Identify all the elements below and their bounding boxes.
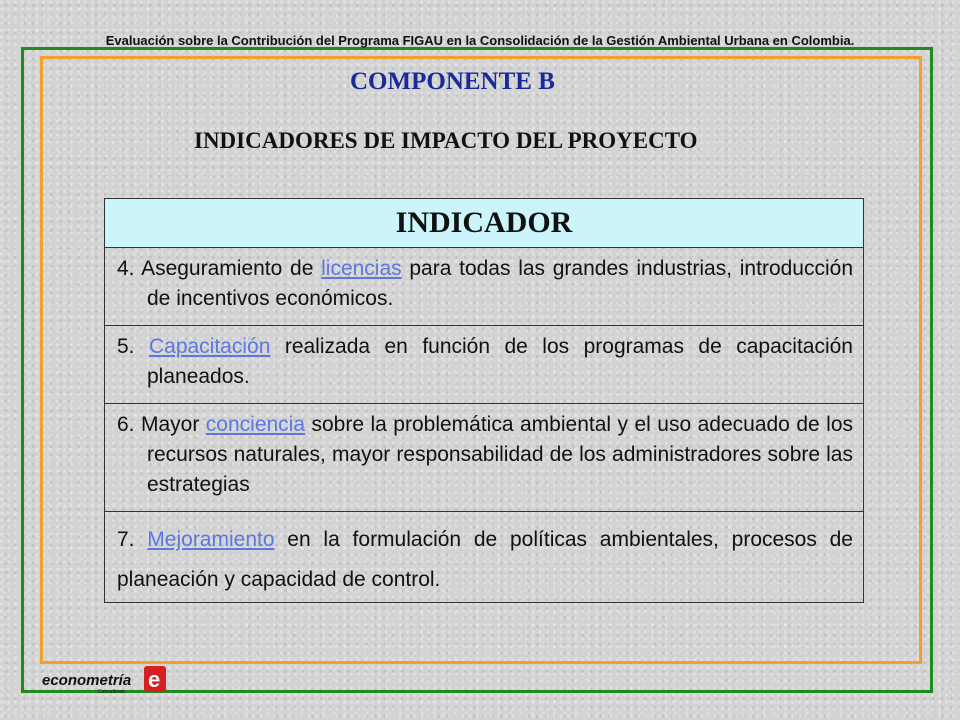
logo-subtext: Consultores [98,689,125,695]
logo-mark: e [148,667,161,692]
logo-wordmark: econometría [42,672,132,689]
row-text-pre: 7. [117,528,148,551]
econometria-logo [40,665,170,695]
row-text-post: sobre la problemática ambiental y el uso adecuado de los recursos naturales, mayor responsabilidad de los administradores sobre las estrategias [147,413,853,496]
indicator-row-6 [105,404,863,512]
row-text-post: en la formulación de políticas ambientales, procesos de planeación y capacidad de control. [117,528,853,591]
indicator-row-4 [105,248,863,326]
row-text-pre: 6. Mayor [117,413,206,436]
indicator-table [104,198,864,603]
indicator-row-7 [105,512,863,602]
link-conciencia[interactable]: conciencia [205,413,306,436]
row-text-pre: 5. [117,335,149,358]
componente-title: COMPONENTE B [350,68,555,95]
page-subtitle: INDICADORES DE IMPACTO DEL PROYECTO [194,128,698,153]
link-mejoramiento[interactable]: Mejoramiento [147,528,275,551]
row-text-post: realizada en función de los programas de capacitación planeados. [147,335,853,388]
link-capacitacion[interactable]: Capacitación [148,335,271,358]
indicator-row-5 [105,326,863,404]
link-licencias[interactable]: licencias [321,257,402,280]
table-header: INDICADOR [105,199,863,248]
row-text-post: para todas las grandes industrias, introducción de incentivos económicos. [147,257,854,310]
page-header: Evaluación sobre la Contribución del Programa FIGAU en la Consolidación de la Gestión Ambiental Urbana en Colombia. [105,33,855,48]
row-text-pre: 4. Aseguramiento de [117,257,322,280]
